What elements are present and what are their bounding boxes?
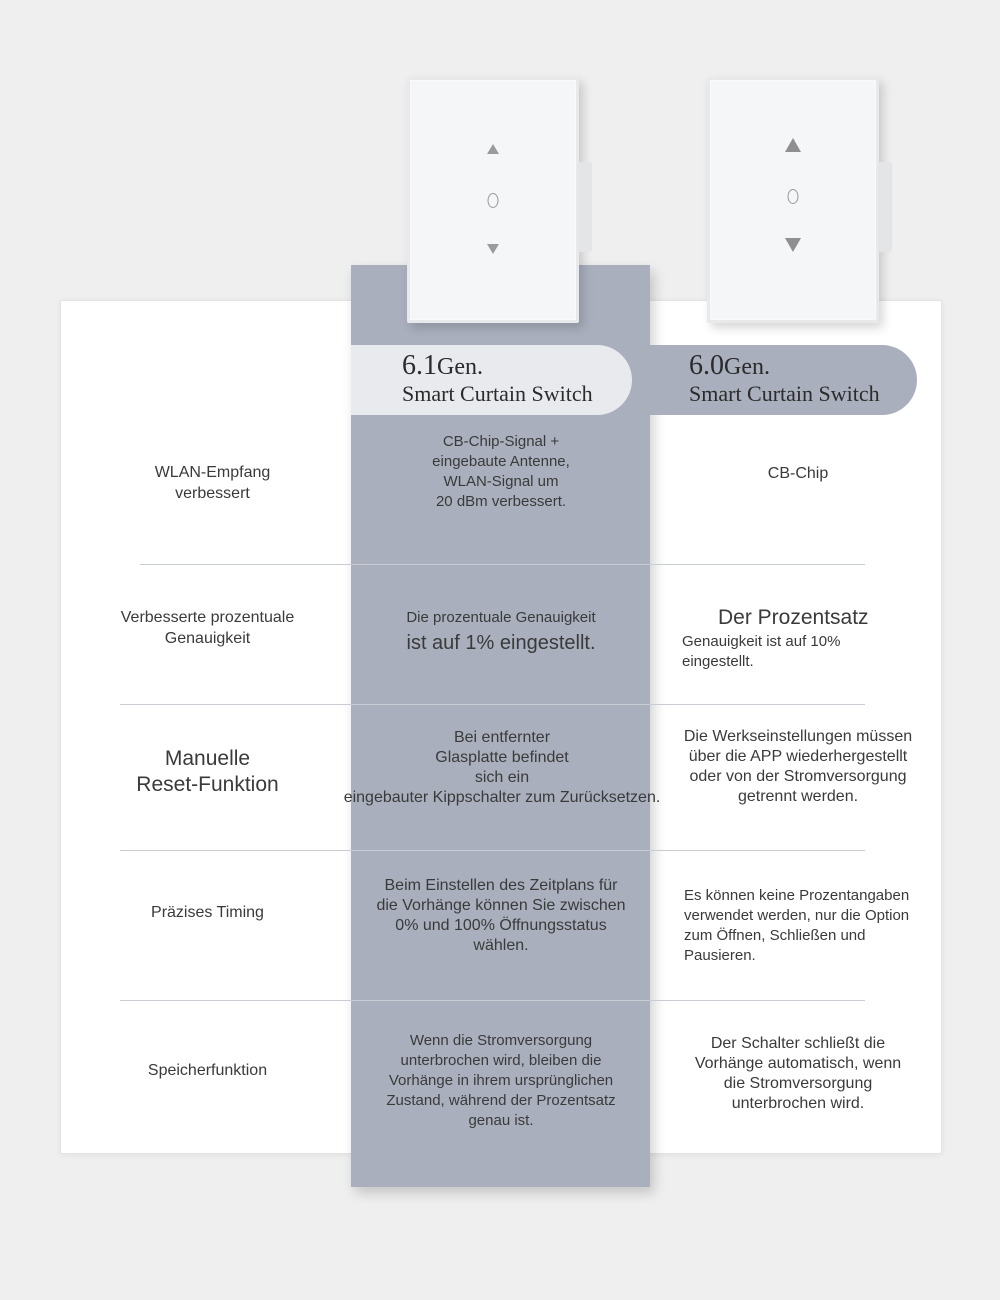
arrow-up-icon <box>785 138 801 152</box>
arrow-up-icon <box>487 144 499 154</box>
cell-6-1: Beim Einstellen des Zeitplans für die Vorhänge können Sie zwischen 0% und 100% Öffnungsstatus wählen. <box>376 877 626 954</box>
arrow-down-icon <box>785 238 801 252</box>
row-separator <box>120 1000 865 1001</box>
cell-6-1: Wenn die Stromversorgung unterbrochen wird, bleiben die Vorhänge in ihrem ursprünglichen Zustand, während der Prozentsatz genau ist. <box>386 1032 616 1129</box>
circle-pause-icon <box>788 189 799 204</box>
switch-6-1-image <box>407 77 579 323</box>
gen-suffix: Gen. <box>724 354 770 380</box>
switch-side <box>878 162 892 252</box>
cell-6-0: CB-Chip <box>767 465 829 482</box>
cell-6-1: Bei entfernter Glasplatte befindet sich ein eingebauter Kippschalter zum Zurücksetzen. <box>343 729 661 806</box>
cell-6-0: Der Prozentsatz Genauigkeit ist auf 10% eingestellt. <box>682 606 869 670</box>
gen-suffix: Gen. <box>437 354 483 380</box>
product-name: Smart Curtain Switch <box>402 381 593 406</box>
feature-label: Verbesserte prozentuale Genauigkeit <box>120 609 295 647</box>
switch-side <box>578 162 592 252</box>
cell-6-0: Der Schalter schließt die Vorhänge automatisch, wenn die Stromversorgung unterbrochen wird. <box>694 1035 902 1112</box>
feature-label: Speicherfunktion <box>147 1061 268 1079</box>
cell-6-1: CB-Chip-Signal + eingebaute Antenne, WLAN-Signal um 20 dBm verbessert. <box>432 433 570 510</box>
circle-pause-icon <box>488 193 499 208</box>
row-separator <box>120 850 865 851</box>
cell-6-0: Die Werkseinstellungen müssen über die APP wiederhergestellt oder von der Stromversorgung getrennt werden. <box>683 728 913 805</box>
row-separator <box>140 564 865 565</box>
feature-label: Präzises Timing <box>151 903 264 921</box>
header-6-1 <box>402 352 593 407</box>
feature-label: Manuelle Reset-Funktion <box>136 747 279 796</box>
row-separator <box>120 704 865 705</box>
feature-label: WLAN-Empfang verbessert <box>154 464 271 502</box>
product-name: Smart Curtain Switch <box>689 381 880 406</box>
cell-6-1: Die prozentuale Genauigkeit ist auf 1% eingestellt. <box>406 609 596 654</box>
switch-6-0-image <box>707 77 879 323</box>
gen-number: 6.1 <box>402 350 437 381</box>
arrow-down-icon <box>487 244 499 254</box>
gen-number: 6.0 <box>689 350 724 381</box>
header-6-0 <box>689 352 880 407</box>
cell-6-0: Es können keine Prozentangaben verwendet werden, nur die Option zum Öffnen, Schließen und Pausieren. <box>684 887 910 964</box>
